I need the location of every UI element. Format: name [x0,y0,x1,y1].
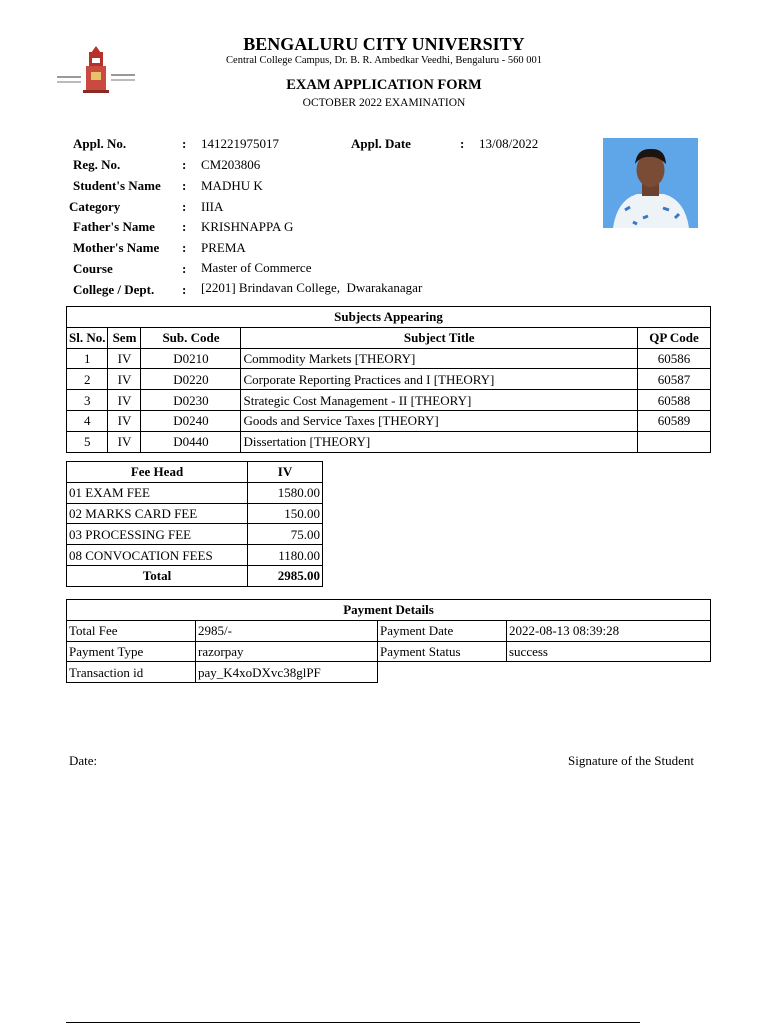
col-qp-code: QP Code [638,327,711,348]
cell: 60586 [638,348,711,369]
cell: D0220 [141,369,241,390]
table-row [67,524,323,545]
table-row [67,503,323,524]
total-fee-value: 2985/- [196,620,378,641]
cell: Commodity Markets [THEORY] [241,348,638,369]
subjects-title: Subjects Appearing [67,307,711,328]
student-name-value: MADHU K [201,178,263,193]
footer-rule [66,1022,640,1023]
colon: : [182,261,187,276]
category-label: Category [69,199,121,214]
table-row [67,620,711,641]
payment-status-label: Payment Status [378,641,507,662]
reg-no-value: CM203806 [201,157,261,172]
table-row [67,641,711,662]
father-name-label: Father's Name [73,219,155,234]
appl-no-value: 141221975017 [201,136,279,151]
reg-no-label: Reg. No. [73,157,121,172]
table-row [67,369,711,390]
cell: 75.00 [248,524,323,545]
university-address: Central College Campus, Dr. B. R. Ambedkar Veedhi, Bengaluru - 560 001 [226,55,542,66]
colon: : [182,178,187,193]
cell: Dissertation [THEORY] [241,431,638,452]
cell: IV [108,410,141,431]
university-name: BENGALURU CITY UNIVERSITY [243,34,525,54]
table-row [67,348,711,369]
payment-type-value: razorpay [196,641,378,662]
transaction-value: pay_K4xoDXvc38glPF [196,662,378,683]
table-row [67,662,711,683]
table-row [67,390,711,411]
payment-type-label: Payment Type [67,641,196,662]
cell: 1 [67,348,108,369]
cell: D0230 [141,390,241,411]
cell: IV [108,390,141,411]
signature-label: Signature of the Student [568,753,695,768]
cell: 03 PROCESSING FEE [67,524,248,545]
subjects-table [66,306,711,453]
cell: 08 CONVOCATION FEES [67,545,248,566]
cell: 3 [67,390,108,411]
appl-date-label: Appl. Date [351,136,411,151]
transaction-label: Transaction id [67,662,196,683]
cell: D0440 [141,431,241,452]
colon: : [460,136,465,151]
cell [638,431,711,452]
col-sub-code: Sub. Code [141,327,241,348]
course-label: Course [73,261,113,276]
appl-no-label: Appl. No. [73,136,127,151]
cell: 1580.00 [248,482,323,503]
cell: 4 [67,410,108,431]
col-iv: IV [248,462,323,483]
fee-table [66,461,323,587]
cell: Strategic Cost Management - II [THEORY] [241,390,638,411]
cell: IV [108,431,141,452]
cell: 60587 [638,369,711,390]
payment-date-label: Payment Date [378,620,507,641]
empty-cell [378,662,507,683]
category-value: IIIA [201,199,224,214]
col-sl-no: Sl. No. [67,327,108,348]
colon: : [182,157,187,172]
total-value: 2985.00 [248,565,323,586]
college-value: [2201] Brindavan College, Dwarakanagar [201,280,423,295]
cell: D0210 [141,348,241,369]
cell: 01 EXAM FEE [67,482,248,503]
student-photo [603,138,698,228]
table-row [67,410,711,431]
cell: Goods and Service Taxes [THEORY] [241,410,638,431]
payment-status-value: success [507,641,711,662]
payment-title: Payment Details [67,600,711,621]
colon: : [182,219,187,234]
table-row [67,545,323,566]
colon: : [182,136,187,151]
table-row [67,482,323,503]
table-header-row [67,462,323,483]
payment-date-value: 2022-08-13 08:39:28 [507,620,711,641]
father-name-value: KRISHNAPPA G [201,219,294,234]
mother-name-label: Mother's Name [73,240,160,255]
cell: Corporate Reporting Practices and I [THEORY] [241,369,638,390]
cell: 60588 [638,390,711,411]
table-header-row [67,327,711,348]
empty-cell [507,662,711,683]
col-fee-head: Fee Head [67,462,248,483]
exam-name: OCTOBER 2022 EXAMINATION [302,97,466,109]
cell: 150.00 [248,503,323,524]
colon: : [182,240,187,255]
cell: 1180.00 [248,545,323,566]
colon: : [182,199,187,214]
total-row [67,565,323,586]
date-label: Date: [69,753,98,768]
cell: 60589 [638,410,711,431]
cell: 2 [67,369,108,390]
cell: 5 [67,431,108,452]
cell: 02 MARKS CARD FEE [67,503,248,524]
total-fee-label: Total Fee [67,620,196,641]
cell: IV [108,348,141,369]
cell: D0240 [141,410,241,431]
col-sem: Sem [108,327,141,348]
course-value: Master of Commerce [201,260,312,275]
appl-date-value: 13/08/2022 [479,136,539,151]
total-label: Total [67,565,248,586]
col-subject-title: Subject Title [241,327,638,348]
table-row [67,431,711,452]
payment-table [66,599,711,683]
colon: : [182,282,187,297]
college-label: College / Dept. [73,282,155,297]
mother-name-value: PREMA [201,240,246,255]
student-name-label: Student's Name [73,178,161,193]
cell: IV [108,369,141,390]
form-title: EXAM APPLICATION FORM [286,77,482,93]
